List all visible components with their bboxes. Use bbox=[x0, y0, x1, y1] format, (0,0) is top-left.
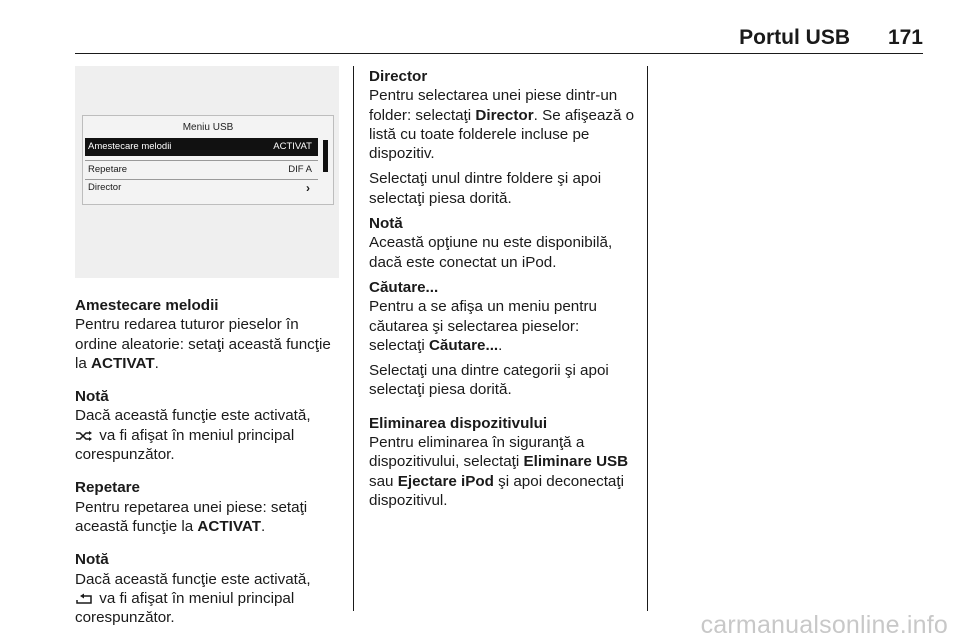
column-divider-left bbox=[353, 66, 354, 611]
director-term: Director bbox=[475, 106, 534, 124]
eject-term-usb: Eliminare USB bbox=[523, 453, 629, 471]
search-instruction: Selectaţi una dintre categorii şi apoi selectaţi piesa dorită. bbox=[369, 362, 609, 399]
shuffle-value: ACTIVAT bbox=[91, 354, 155, 372]
menu-row-value: DIF A bbox=[288, 164, 312, 175]
note-repeat bbox=[75, 550, 345, 627]
eject-text-or: sau bbox=[369, 472, 398, 490]
column-divider-right bbox=[647, 66, 648, 611]
menu-row-label: Director bbox=[88, 182, 122, 193]
search-heading: Căutare... bbox=[369, 278, 439, 296]
note-text: Dacă această funcţie este activată, bbox=[75, 407, 311, 425]
note-shuffle bbox=[75, 387, 345, 464]
watermark: carmanualsonline.info bbox=[700, 611, 948, 639]
note-text: Dacă această funcţie este activată, bbox=[75, 570, 311, 588]
director-instruction: Selectaţi unul dintre foldere şi apoi selectaţi piesa dorită. bbox=[369, 170, 602, 207]
repeat-heading: Repetare bbox=[75, 479, 140, 497]
eject-heading: Eliminarea dispozitivului bbox=[369, 414, 548, 432]
menu-row-shuffle bbox=[85, 138, 318, 156]
menu-row-label: Amestecare melodii bbox=[88, 141, 172, 152]
search-term: Căutare... bbox=[428, 336, 499, 354]
repeat-text-end: . bbox=[260, 517, 266, 535]
menu-title: Meniu USB bbox=[182, 122, 234, 133]
scrollbar-indicator bbox=[323, 140, 328, 172]
search-text: Pentru a se afişa un meniu pentru căutarea şi selectarea pieselor: selectaţi bbox=[369, 298, 597, 354]
repeat-value: ACTIVAT bbox=[197, 517, 261, 535]
usb-menu-screen-illustration bbox=[75, 66, 339, 278]
director-heading: Director bbox=[369, 68, 428, 85]
shuffle-text-end: . bbox=[154, 354, 159, 372]
menu-row-label: Repetare bbox=[88, 164, 128, 175]
header-rule bbox=[75, 53, 923, 54]
middle-column bbox=[369, 67, 637, 516]
shuffle-text: Pentru redarea tuturor pieselor în ordine aleatorie: setaţi această funcţie la bbox=[75, 316, 331, 372]
note-heading: Notă bbox=[369, 215, 403, 233]
director-text: Pentru selectarea unei piese dintr-un folder: selectaţi bbox=[369, 87, 618, 124]
eject-text: Pentru eliminarea în siguranţă a dispozitivului, selectaţi bbox=[369, 434, 585, 471]
repeat-text: Pentru repetarea unei piese: setaţi această funcţie la bbox=[75, 498, 308, 535]
note-text-cont: va fi afişat în meniul principal corespunzător. bbox=[75, 589, 295, 627]
chevron-right-icon: › bbox=[306, 181, 310, 195]
eject-term-ipod: Ejectare iPod bbox=[397, 472, 494, 490]
menu-row-director bbox=[85, 179, 318, 197]
note-heading: Notă bbox=[75, 388, 109, 406]
shuffle-icon bbox=[75, 430, 93, 442]
screen-frame bbox=[82, 115, 334, 205]
repeat-icon bbox=[75, 593, 93, 605]
director-text-cont: . Se afişează o listă cu toate folderele incluse pe dispozitiv. bbox=[369, 106, 635, 163]
note-text: Această opţiune nu este disponibilă, dacă este conectat un iPod. bbox=[369, 234, 613, 271]
page-number: 171 bbox=[887, 26, 923, 49]
note-heading: Notă bbox=[75, 551, 109, 569]
menu-row-value: ACTIVAT bbox=[273, 141, 312, 152]
page-header bbox=[75, 26, 923, 50]
left-column bbox=[75, 296, 345, 633]
eject-text-end: şi apoi deconectaţi dispozitivul. bbox=[369, 472, 624, 509]
note-text-cont: va fi afişat în meniul principal corespunzător. bbox=[75, 426, 295, 464]
section-title: Portul USB bbox=[739, 26, 850, 49]
menu-row-repeat bbox=[85, 161, 318, 179]
search-text-end: . bbox=[498, 336, 503, 354]
note-director bbox=[369, 214, 637, 272]
shuffle-heading: Amestecare melodii bbox=[75, 297, 219, 314]
